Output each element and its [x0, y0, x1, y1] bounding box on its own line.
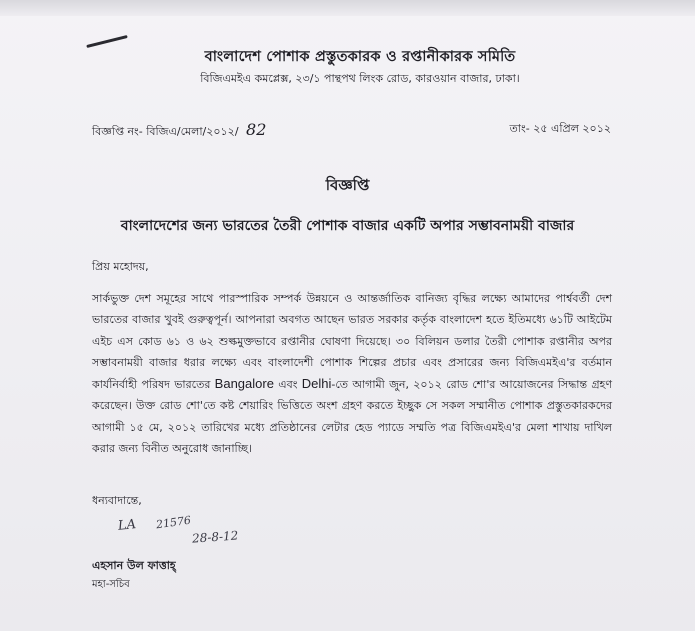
signature-note-a: LA: [117, 517, 137, 534]
reference-date: তাং- ২৫ এপ্রিল ২০১২: [509, 122, 611, 135]
scan-top-edge: [0, 0, 695, 16]
notice-subject: বাংলাদেশের জন্য ভারতের তৈরী পোশাক বাজার একটি অপার সম্ভাবনাময়ী বাজার: [120, 218, 575, 234]
organization-address: বিজিএমইএ কমপ্লেক্স, ২৩/১ পান্থপথ লিংক রোড, কারওয়ান বাজার, ঢাকা।: [200, 72, 520, 85]
body-part-2: এবং: [273, 378, 302, 392]
city-delhi: Delhi: [301, 376, 332, 392]
signatory-title: মহা-সচিব: [92, 579, 130, 590]
letter-body: [92, 288, 612, 459]
body-part-3: -তে আগামী জুন, ২০১২ রোড শো'র আয়োজনের সিদ্ধান্ত গ্রহণ করেছেন। উক্ত রোড শো'তে কষ্ট শেয়ারিং ভিত্তিতে অংশ গ্রহণ করতে ইচ্ছুক সে সকল সম্মানীত পোশাক প্রস্তুতকারকদের আগামী ১৫ মে, ২০১২ তারিখের মধ্যে প্রতিষ্ঠানের লেটার হেড প্যাডে সম্মতি পত্র বিজিএমইএ'র মেলা শাখায় দাখিল করার জন্য বিনীত অনুরোধ জানাচ্ছি।: [92, 378, 612, 456]
reference-number-handwritten: 82: [246, 120, 267, 139]
reference-prefix: বিজ্ঞপ্তি নং- বিজিএ/মেলা/২০১২/: [92, 125, 239, 138]
signature-note-b: 21576: [155, 513, 192, 532]
organization-name: বাংলাদেশ পোশাক প্রস্তুতকারক ও রপ্তানীকারক সমিতি: [204, 49, 516, 65]
closing: ধন্যবাদান্তে,: [92, 494, 142, 507]
pen-stroke-mark: [86, 35, 127, 48]
reference-line: [92, 120, 266, 142]
body-part-1: সার্কভুক্ত দেশ সমূহের সাথে পারস্পারিক সম্পর্ক উন্নয়নে ও আন্তর্জাতিক বানিজ্য বৃদ্ধির লক্ষ্যে আমাদের পার্শ্ববর্তী দেশ ভারতের বাজার খুবই গুরুত্বপূর্ন। আপনারা অবগত আছেন ভারত সরকার কর্তৃক বাংলাদেশ হতে ইতিমধ্যে ৬১টি আইটেম এইচ এস কোড ৬১ ও ৬২ শুল্কমুক্তভাবে রপ্তানীর ঘোষণা দিয়েছে। ৩০ বিলিয়ন ডলার তৈরী পোশাক রপ্তানীর অপর সম্ভাবনাময়ী বাজার ধরার লক্ষ্যে এবং বাংলাদেশী পোশাক শিল্পের প্রচার এবং প্রসারের জন্য বিজিএমইএ'র বর্তমান কার্যনির্বাহী পরিষদ ভারতের: [92, 292, 612, 392]
signatory-name: এহসান উল ফাত্তাহ্‌: [92, 559, 176, 572]
signature-note-c: 28-8-12: [191, 528, 239, 546]
handwritten-signature: [117, 513, 288, 552]
notice-title: বিজ্ঞপ্তি: [325, 176, 370, 194]
city-bangalore: Bangalore: [214, 376, 274, 392]
salutation: প্রিয় মহোদয়,: [92, 260, 149, 273]
